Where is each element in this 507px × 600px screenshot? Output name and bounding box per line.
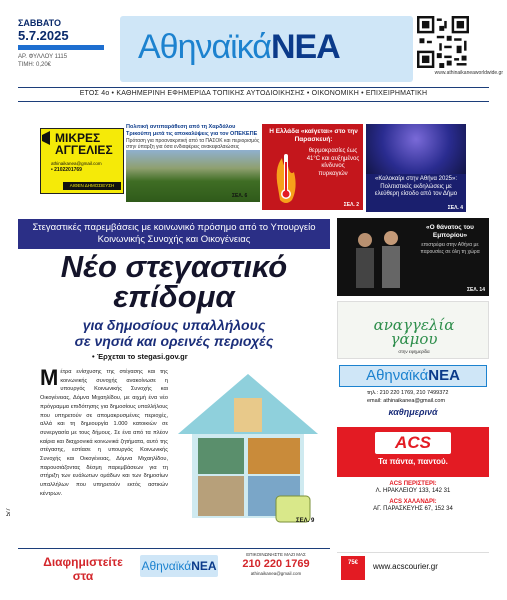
heatwave-headline: Η Ελλάδα «καίγεται» στο την Παρασκευή:: [269, 128, 358, 143]
acs-branches: [337, 480, 489, 552]
date-block: [18, 18, 116, 76]
advertise-label-line1: Διαφημιστείτε: [43, 555, 123, 569]
footer-logo: [140, 555, 218, 577]
side-code: 5/7: [6, 508, 12, 517]
footer-logo-light: Αθηναϊκά: [141, 559, 192, 573]
footer-email[interactable]: athinaikanea@gmail.com: [250, 571, 302, 576]
acs-price-badge: 75€: [341, 556, 365, 580]
contact-details: [367, 390, 487, 405]
classifieds-email: athinaikanea@gmail.com: [51, 161, 102, 166]
acs-branch-name: ACS ΠΕΡΙΣΤΕΡΙ:: [389, 481, 437, 487]
acs-footer: [337, 552, 489, 582]
footer-contact-label: ΕΠΙΚΟΙΝΩΝΗΣΤΕ ΜΑΖΙ ΜΑΣ: [246, 552, 306, 557]
advertise-label: [28, 555, 138, 583]
contact-email[interactable]: email: athinaikanea@gmail.com: [367, 397, 446, 404]
contact-phones[interactable]: τηλ.: 210 220 1769, 210 7499372: [367, 390, 449, 396]
acs-slogan: Τα πάντα, παντού.: [378, 457, 448, 466]
advertise-footer[interactable]: [18, 548, 330, 584]
footer-contact: [224, 552, 328, 576]
lead-banner: [18, 219, 330, 249]
lead-body-text: έτρα ενίσχυσης της στέγασης και της κοινωνικής συνοχής ανακοίνωσε η υπουργός Κοινωνικής Συνοχής και Οικογένειας, Δόμνα Μιχαηλίδου, με αιχμή ένα νέο πρόγραμμα επιδότησης για δημοσίους υπαλλήλους που υπηρετούν σε απομακρυσμένες περιοχές, αλλά και τη δημιουργία 1.000 κατοικιών σε συνεργασία με τους δήμους. Σε ένα από τα πλέον καίρια και διαχρονικά κοινωνικά ζητήματα, αυτό της στέγασης, εστίασε η υπουργός Κοινωνικής Συνοχής και Οικογένειας, Δόμνα Μιχαηλίδου, παρουσιάζοντας δέσμη παρεμβάσεων για τη στήριξη των ευάλωτων ομάδων και των δημοσίων υπαλλήλων που υπηρετούν εκτός αστικών κέντρων.: [40, 369, 168, 497]
lead-subtitle-line2: σε νησιά και ορεινές περιοχές: [74, 333, 274, 349]
issue-day: ΣΑΒΒΑΤΟ: [18, 18, 61, 28]
lead-dropcap: Μ: [40, 365, 59, 390]
heatwave-page: ΣΕΛ. 2: [343, 202, 359, 208]
issue-price: ΤΙΜΗ: 0,20€: [18, 62, 52, 68]
lead-title-line2: επίδομα: [113, 279, 235, 314]
heatwave-text: θερμοκρασίες έως 41°C και αυξημένος κίνδυνος πυρκαγιών: [306, 148, 360, 177]
classifieds-footer: ΑΙΘΕΝ ΔΗΜΟΣΙΕΥΣΗ: [63, 182, 121, 190]
footer-logo-bold: ΝΕΑ: [191, 559, 217, 573]
theatre-page: ΣΕΛ. 14: [466, 287, 485, 293]
concert-photo: [366, 124, 466, 174]
qr-caption: www.athinaikaneaworldwide.gr: [434, 70, 503, 76]
acs-branch: [337, 480, 489, 495]
thermometer-icon: [274, 148, 298, 206]
heatwave-teaser[interactable]: [262, 124, 363, 210]
masthead-title-light: Αθηναϊκά: [138, 28, 271, 66]
house-puzzle-icon: [172, 368, 324, 530]
acs-ad-banner[interactable]: [337, 427, 489, 477]
culture-teaser[interactable]: [366, 124, 466, 212]
contact-tagline: καθημερινά: [388, 407, 438, 417]
theatre-subtitle: επιστρέφει στην Αθήνα με παρουσίες σε όλη τη χώρα: [420, 242, 480, 255]
tagline-rule-top: [18, 87, 489, 88]
advertise-label-line2: στα: [72, 569, 94, 583]
lead-body: [40, 365, 168, 499]
wedding-title-line1: αναγγελία: [373, 316, 455, 334]
contact-logo-bold: ΝΕΑ: [428, 367, 460, 384]
contact-box: [337, 362, 489, 420]
lead-website-note: • Έρχεται το stegasi.gov.gr: [92, 352, 188, 361]
economy-summary: Πρόταση για προανακριτική από τα ΠΑΣΟΚ και περιορισμός στην ύπαρξη για όσα ενδιαφέρεις ανακεφαλαιώσεις: [126, 138, 260, 150]
theatre-figures-icon: [347, 226, 411, 292]
contact-logo-light: Αθηναϊκά: [366, 367, 429, 384]
wedding-ad[interactable]: [337, 301, 489, 359]
acs-logo: ACS: [375, 432, 451, 454]
lead-page: ΣΕΛ. 9: [296, 518, 315, 524]
theatre-title: «Ο θάνατος του Εμπορίου»: [426, 224, 474, 239]
classifieds-title-line2: ΑΓΓΕΛΙΕΣ: [55, 143, 113, 157]
qr-code-icon[interactable]: [417, 16, 469, 68]
masthead-title-bold: ΝΕΑ: [270, 28, 340, 66]
wedding-subtitle: στην εφημερίδα: [398, 349, 430, 354]
tagline: ΕΤΟΣ 4ο • ΚΑΘΗΜΕΡΙΝΗ ΕΦΗΜΕΡΙΔΑ ΤΟΠΙΚΗΣ ΑΥΤΟΔΙΟΙΚΗΣΗΣ • ΟΙΚΟΝΟΜΙΚΗ • ΕΠΙΧΕΙΡΗΜΑΤΙΚΗ: [79, 90, 428, 97]
theatre-teaser[interactable]: [337, 218, 489, 296]
masthead-title: [138, 28, 340, 67]
culture-page: ΣΕΛ. 4: [447, 205, 463, 211]
lead-banner-text: Στεγαστικές παρεμβάσεις με κοινωνικό πρόσημο από το Υπουργείο Κοινωνικής Συνοχής και Οικογένειας: [32, 222, 316, 245]
date-underline: [18, 45, 104, 50]
economy-headline[interactable]: Πολιτική αντιπαράθεση από τη Χαρδάλου Τρικούπη μετά τις αποκαλύψεις για τον ΟΠΕΚΕΠΕ: [126, 124, 258, 137]
lead-title-line1: Νέο στεγαστικό: [60, 249, 288, 284]
lead-subtitle-line1: για δημοσίους υπαλλήλους: [82, 317, 266, 333]
tagline-rule-bottom: [18, 101, 489, 102]
issue-number: ΑΡ. ΦΥΛΛΟΥ 1115: [18, 54, 68, 60]
megaphone-icon: [41, 129, 53, 149]
footer-phone[interactable]: 210 220 1769: [242, 558, 310, 570]
acs-branch-address: Λ. ΗΡΑΚΛΕΙΟΥ 133, 142 31: [375, 488, 451, 494]
lead-title[interactable]: [18, 249, 330, 314]
lead-subtitle: [18, 317, 330, 349]
wedding-title-line2: γάμου: [390, 330, 438, 348]
acs-website[interactable]: www.acscourier.gr: [373, 562, 438, 571]
acs-branch-address: ΑΓ. ΠΑΡΑΣΚΕΥΗΣ 67, 152 34: [373, 506, 453, 512]
classifieds-phone: • 2102201769: [51, 167, 82, 173]
wedding-title: [358, 318, 470, 346]
acs-branch: [337, 498, 489, 513]
culture-text: «Καλοκαίρι στην Αθήνα 2025»: Πολιτιστικές εκδηλώσεις με ελεύθερη είσοδο από τον Δήμο: [374, 176, 458, 197]
masthead: [120, 16, 413, 82]
economy-page: ΣΕΛ. 6: [232, 193, 248, 199]
issue-date: 5.7.2025: [18, 28, 69, 43]
classifieds-title-line1: ΜΙΚΡΕΣ: [55, 131, 101, 145]
acs-branch-name: ACS ΧΑΛΑΝΔΡΙ:: [389, 499, 437, 505]
classifieds-title: [55, 132, 113, 156]
contact-logo: [339, 365, 487, 387]
classifieds-teaser[interactable]: [40, 128, 124, 194]
theatre-text: [415, 224, 485, 255]
